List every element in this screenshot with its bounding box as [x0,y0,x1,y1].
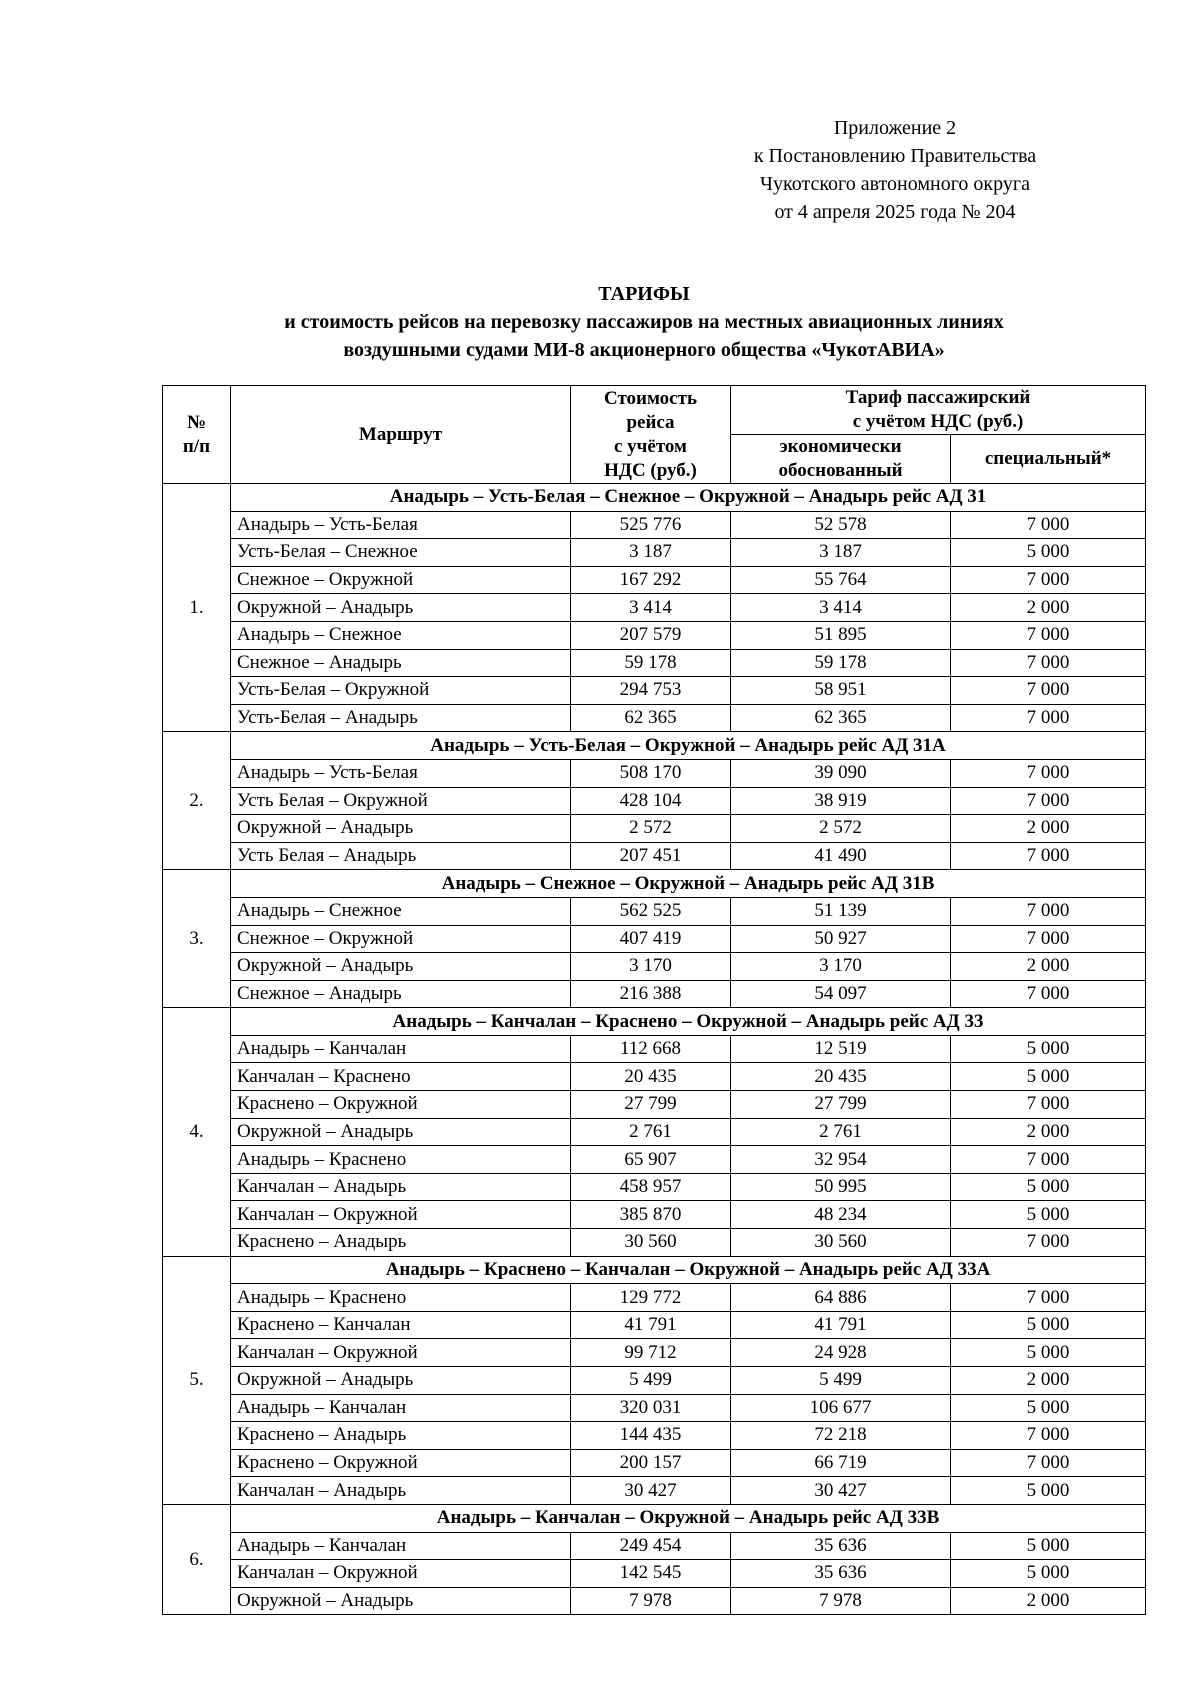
cost-cell: 207 451 [571,842,731,870]
route-cell: Снежное – Окружной [231,566,571,594]
route-cell: Усть-Белая – Окружной [231,677,571,705]
table-row [163,815,1146,843]
header-tariff [731,386,1146,435]
cost-cell: 3 187 [571,539,731,567]
table-header [163,386,1146,484]
cost-cell: 458 957 [571,1173,731,1201]
special-tariff-cell: 5 000 [951,1339,1146,1367]
table-row [163,1146,1146,1174]
header-text: Стоимость [603,387,697,409]
header-text: с учётом [614,435,687,457]
cost-cell: 30 427 [571,1477,731,1505]
route-cell: Канчалан – Краснено [231,1063,571,1091]
route-cell: Усть-Белая – Снежное [231,539,571,567]
special-tariff-cell: 7 000 [951,566,1146,594]
group-number: 2. [163,732,231,870]
special-tariff-cell: 7 000 [951,897,1146,925]
header-text: обоснованный [778,460,903,481]
appendix-line: Приложение 2 [833,117,957,139]
cost-cell: 508 170 [571,759,731,787]
route-group-header-row [163,1504,1146,1532]
special-tariff-cell: 7 000 [951,842,1146,870]
table-row [163,980,1146,1008]
route-cell: Краснено – Анадырь [231,1229,571,1257]
cost-cell: 407 419 [571,925,731,953]
table-row [163,511,1146,539]
economic-tariff-cell: 51 139 [731,897,951,925]
route-cell: Усть Белая – Окружной [231,787,571,815]
group-number: 1. [163,484,231,732]
special-tariff-cell: 5 000 [951,1394,1146,1422]
cost-cell: 294 753 [571,677,731,705]
table-row [163,1367,1146,1395]
appendix-reference [700,114,1090,226]
economic-tariff-cell: 51 895 [731,621,951,649]
special-tariff-cell: 7 000 [951,1091,1146,1119]
cost-cell: 167 292 [571,566,731,594]
group-title: Анадырь – Усть-Белая – Окружной – Анадырь рейс АД 31А [231,732,1146,760]
route-group-header-row [163,484,1146,512]
header-economic [731,435,951,484]
route-cell: Усть Белая – Анадырь [231,842,571,870]
table-row [163,1477,1146,1505]
table-row [163,1173,1146,1201]
route-cell: Снежное – Анадырь [231,980,571,1008]
route-cell: Анадырь – Снежное [231,621,571,649]
header-text: с учётом НДС (руб.) [852,411,1024,432]
header-text: п/п [182,435,211,457]
title-main: ТАРИФЫ [598,283,690,305]
group-title: Анадырь – Канчалан – Окружной – Анадырь рейс АД 33В [231,1504,1146,1532]
special-tariff-cell: 2 000 [951,594,1146,622]
special-tariff-cell: 5 000 [951,1201,1146,1229]
route-cell: Канчалан – Окружной [231,1560,571,1588]
table-body [163,484,1146,1615]
cost-cell: 3 170 [571,953,731,981]
economic-tariff-cell: 50 927 [731,925,951,953]
cost-cell: 525 776 [571,511,731,539]
special-tariff-cell: 7 000 [951,1449,1146,1477]
table-row [163,953,1146,981]
special-tariff-cell: 5 000 [951,1560,1146,1588]
group-number: 6. [163,1504,231,1614]
cost-cell: 99 712 [571,1339,731,1367]
economic-tariff-cell: 30 427 [731,1477,951,1505]
cost-cell: 428 104 [571,787,731,815]
economic-tariff-cell: 5 499 [731,1367,951,1395]
economic-tariff-cell: 20 435 [731,1063,951,1091]
cost-cell: 41 791 [571,1311,731,1339]
table-row [163,1394,1146,1422]
table-row [163,1339,1146,1367]
route-cell: Анадырь – Канчалан [231,1035,571,1063]
header-text: экономически [779,436,902,457]
route-cell: Краснено – Канчалан [231,1311,571,1339]
economic-tariff-cell: 54 097 [731,980,951,1008]
economic-tariff-cell: 62 365 [731,704,951,732]
economic-tariff-cell: 27 799 [731,1091,951,1119]
route-cell: Окружной – Анадырь [231,815,571,843]
special-tariff-cell: 7 000 [951,649,1146,677]
header-text: Тариф пассажирский [845,387,1031,408]
economic-tariff-cell: 7 978 [731,1587,951,1615]
table-row [163,539,1146,567]
cost-cell: 200 157 [571,1449,731,1477]
table-row [163,1587,1146,1615]
route-cell: Снежное – Анадырь [231,649,571,677]
special-tariff-cell: 5 000 [951,1173,1146,1201]
cost-cell: 129 772 [571,1284,731,1312]
cost-cell: 2 761 [571,1118,731,1146]
cost-cell: 65 907 [571,1146,731,1174]
cost-cell: 59 178 [571,649,731,677]
table-row [163,1284,1146,1312]
cost-cell: 207 579 [571,621,731,649]
cost-cell: 144 435 [571,1422,731,1450]
economic-tariff-cell: 106 677 [731,1394,951,1422]
cost-cell: 62 365 [571,704,731,732]
appendix-line: Чукотского автономного округа [760,173,1030,195]
economic-tariff-cell: 39 090 [731,759,951,787]
appendix-line: от 4 апреля 2025 года № 204 [774,201,1016,223]
special-tariff-cell: 2 000 [951,1118,1146,1146]
table-row [163,1229,1146,1257]
special-tariff-cell: 7 000 [951,980,1146,1008]
special-tariff-cell: 7 000 [951,1146,1146,1174]
title-line: и стоимость рейсов на перевозку пассажиров на местных авиационных линиях [284,311,1004,333]
table-row [163,1532,1146,1560]
economic-tariff-cell: 12 519 [731,1035,951,1063]
economic-tariff-cell: 59 178 [731,649,951,677]
group-number: 3. [163,870,231,1008]
economic-tariff-cell: 41 791 [731,1311,951,1339]
special-tariff-cell: 2 000 [951,953,1146,981]
route-cell: Анадырь – Канчалан [231,1394,571,1422]
route-cell: Канчалан – Анадырь [231,1173,571,1201]
economic-tariff-cell: 72 218 [731,1422,951,1450]
route-cell: Окружной – Анадырь [231,594,571,622]
economic-tariff-cell: 48 234 [731,1201,951,1229]
table-row [163,1118,1146,1146]
economic-tariff-cell: 38 919 [731,787,951,815]
header-text: № [186,411,207,433]
cost-cell: 27 799 [571,1091,731,1119]
special-tariff-cell: 7 000 [951,925,1146,953]
special-tariff-cell: 7 000 [951,759,1146,787]
header-special: специальный* [951,435,1146,484]
group-title: Анадырь – Канчалан – Краснено – Окружной – Анадырь рейс АД 33 [231,1008,1146,1036]
special-tariff-cell: 5 000 [951,1477,1146,1505]
route-group-header-row [163,1008,1146,1036]
cost-cell: 142 545 [571,1560,731,1588]
table-row [163,1201,1146,1229]
table-row [163,594,1146,622]
table-row [163,759,1146,787]
route-cell: Краснено – Анадырь [231,1422,571,1450]
table-row [163,1560,1146,1588]
table-row [163,649,1146,677]
special-tariff-cell: 5 000 [951,1532,1146,1560]
special-tariff-cell: 7 000 [951,677,1146,705]
route-cell: Анадырь – Усть-Белая [231,759,571,787]
route-cell: Окружной – Анадырь [231,1118,571,1146]
cost-cell: 385 870 [571,1201,731,1229]
tariffs-table [162,385,1146,1615]
table-row [163,677,1146,705]
special-tariff-cell: 5 000 [951,539,1146,567]
economic-tariff-cell: 30 560 [731,1229,951,1257]
header-text: рейса [626,411,675,433]
table-row [163,1091,1146,1119]
route-cell: Анадырь – Усть-Белая [231,511,571,539]
special-tariff-cell: 7 000 [951,1229,1146,1257]
header-cost [571,386,731,484]
cost-cell: 30 560 [571,1229,731,1257]
special-tariff-cell: 7 000 [951,621,1146,649]
economic-tariff-cell: 35 636 [731,1560,951,1588]
cost-cell: 20 435 [571,1063,731,1091]
economic-tariff-cell: 50 995 [731,1173,951,1201]
route-cell: Анадырь – Краснено [231,1284,571,1312]
table-row [163,1422,1146,1450]
cost-cell: 216 388 [571,980,731,1008]
cost-cell: 5 499 [571,1367,731,1395]
special-tariff-cell: 5 000 [951,1035,1146,1063]
economic-tariff-cell: 24 928 [731,1339,951,1367]
table-row [163,842,1146,870]
cost-cell: 112 668 [571,1035,731,1063]
table-row [163,566,1146,594]
route-cell: Анадырь – Канчалан [231,1532,571,1560]
route-cell: Канчалан – Окружной [231,1201,571,1229]
table-row [163,1063,1146,1091]
special-tariff-cell: 7 000 [951,704,1146,732]
table-row [163,897,1146,925]
group-title: Анадырь – Краснено – Канчалан – Окружной – Анадырь рейс АД 33А [231,1256,1146,1284]
special-tariff-cell: 7 000 [951,1284,1146,1312]
table-row [163,1449,1146,1477]
economic-tariff-cell: 41 490 [731,842,951,870]
table-row [163,621,1146,649]
route-group-header-row [163,870,1146,898]
economic-tariff-cell: 3 187 [731,539,951,567]
route-cell: Анадырь – Снежное [231,897,571,925]
cost-cell: 562 525 [571,897,731,925]
route-cell: Канчалан – Анадырь [231,1477,571,1505]
economic-tariff-cell: 2 572 [731,815,951,843]
special-tariff-cell: 5 000 [951,1311,1146,1339]
special-tariff-cell: 7 000 [951,1422,1146,1450]
title-line: воздушными судами МИ-8 акционерного общества «ЧукотАВИА» [343,339,945,361]
table-row [163,1311,1146,1339]
route-cell: Канчалан – Окружной [231,1339,571,1367]
route-group-header-row [163,1256,1146,1284]
cost-cell: 320 031 [571,1394,731,1422]
special-tariff-cell: 2 000 [951,1587,1146,1615]
appendix-line: к Постановлению Правительства [753,145,1037,167]
header-text: НДС (руб.) [604,459,697,481]
document-title [162,280,1126,364]
route-cell: Окружной – Анадырь [231,1367,571,1395]
route-cell: Окружной – Анадырь [231,953,571,981]
cost-cell: 3 414 [571,594,731,622]
header-number [163,386,231,484]
cost-cell: 249 454 [571,1532,731,1560]
group-title: Анадырь – Усть-Белая – Снежное – Окружной – Анадырь рейс АД 31 [231,484,1146,512]
route-cell: Усть-Белая – Анадырь [231,704,571,732]
economic-tariff-cell: 35 636 [731,1532,951,1560]
economic-tariff-cell: 55 764 [731,566,951,594]
special-tariff-cell: 5 000 [951,1063,1146,1091]
table-row [163,925,1146,953]
group-number: 5. [163,1256,231,1504]
special-tariff-cell: 2 000 [951,1367,1146,1395]
route-cell: Окружной – Анадырь [231,1587,571,1615]
special-tariff-cell: 7 000 [951,511,1146,539]
table-row [163,1035,1146,1063]
economic-tariff-cell: 3 170 [731,953,951,981]
economic-tariff-cell: 58 951 [731,677,951,705]
economic-tariff-cell: 52 578 [731,511,951,539]
header-route: Маршрут [231,386,571,484]
economic-tariff-cell: 32 954 [731,1146,951,1174]
group-number: 4. [163,1008,231,1256]
economic-tariff-cell: 3 414 [731,594,951,622]
economic-tariff-cell: 66 719 [731,1449,951,1477]
table-row [163,704,1146,732]
route-cell: Анадырь – Краснено [231,1146,571,1174]
special-tariff-cell: 7 000 [951,787,1146,815]
route-cell: Краснено – Окружной [231,1091,571,1119]
cost-cell: 2 572 [571,815,731,843]
route-cell: Краснено – Окружной [231,1449,571,1477]
table-row [163,787,1146,815]
group-title: Анадырь – Снежное – Окружной – Анадырь рейс АД 31В [231,870,1146,898]
cost-cell: 7 978 [571,1587,731,1615]
special-tariff-cell: 2 000 [951,815,1146,843]
economic-tariff-cell: 2 761 [731,1118,951,1146]
route-group-header-row [163,732,1146,760]
route-cell: Снежное – Окружной [231,925,571,953]
economic-tariff-cell: 64 886 [731,1284,951,1312]
